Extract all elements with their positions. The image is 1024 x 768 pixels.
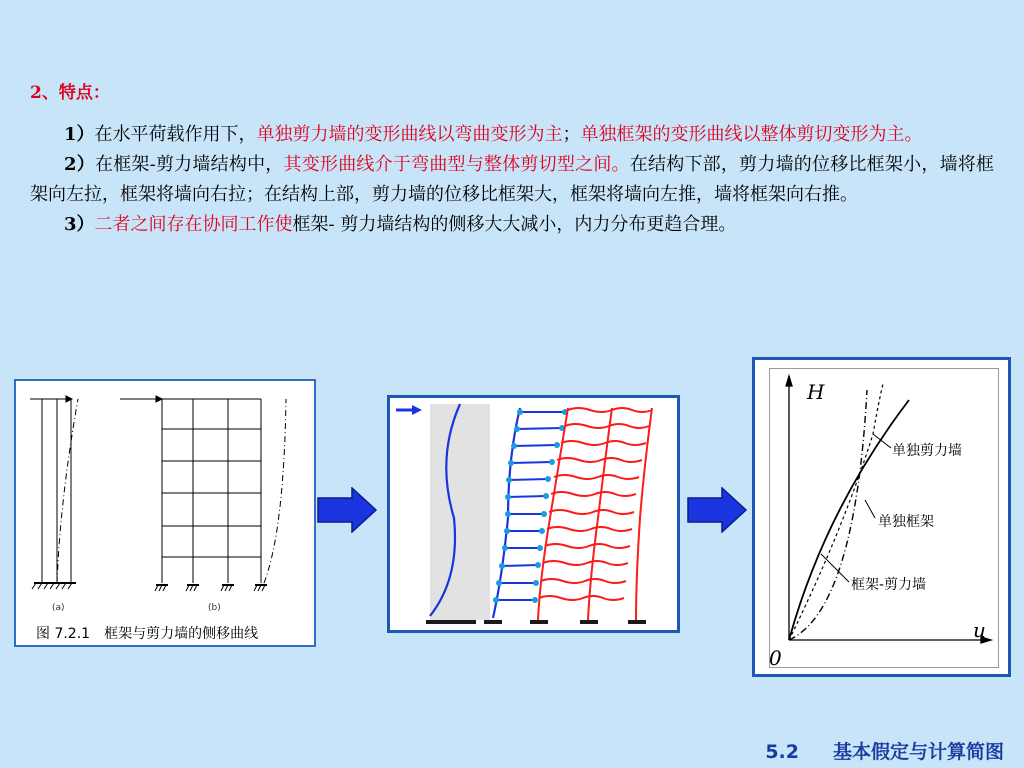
frame-diagram xyxy=(120,396,286,591)
figure-caption: 图 7.2.1 框架与剪力墙的侧移曲线 xyxy=(36,626,259,642)
paragraph-2 xyxy=(30,150,994,210)
paragraph-2-text-1: 在框架-剪力墙结构中， xyxy=(94,154,284,175)
curve-label-combined: 框架-剪力墙 xyxy=(851,574,926,594)
frame-deformed xyxy=(538,408,652,620)
text-content xyxy=(30,78,994,240)
link-beams xyxy=(496,412,565,600)
axes xyxy=(786,376,991,643)
axis-u-label: u xyxy=(973,618,986,642)
section-number: 5.2 xyxy=(765,741,799,763)
section-heading: 2、特点： xyxy=(30,83,110,103)
paragraph-1-highlight-2: 单独框架的变形曲线以整体剪切变形为主。 xyxy=(580,124,923,145)
paragraph-3 xyxy=(30,210,994,240)
paragraph-3-text-1: 框架- 剪力墙结构的侧移大大减小，内力分布更趋合理。 xyxy=(292,214,737,235)
label-a: (a) xyxy=(52,603,65,613)
figure-deflection-curves xyxy=(14,379,316,647)
figure-interaction xyxy=(387,395,680,633)
shear-wall-block xyxy=(430,404,490,620)
paragraph-2-text-2: 在结构下部，剪力墙的位移比框架小，墙将框架向左拉，框架将墙向右拉；在结构上部，剪力墙的位移比框架大，框架将墙向左推，墙将框架向右推。 xyxy=(30,154,995,205)
link-joints xyxy=(493,409,568,603)
paragraph-1-highlight-1: 单独剪力墙的变形曲线以弯曲变形为主 xyxy=(256,124,563,145)
curve-label-wall: 单独剪力墙 xyxy=(892,440,962,460)
slide-footer xyxy=(765,737,1004,764)
origin-label: 0 xyxy=(769,646,782,670)
shear-wall-diagram xyxy=(30,396,78,589)
paragraph-1-text-1: 在水平荷载作用下， xyxy=(94,124,257,145)
leader-lines xyxy=(821,434,891,582)
axis-h-label: H xyxy=(807,380,825,404)
label-b: (b) xyxy=(208,603,221,613)
section-title: 基本假定与计算简图 xyxy=(832,741,1004,763)
paragraph-2-highlight-1: 其变形曲线介于弯曲型与整体剪切型之间。 xyxy=(283,154,630,175)
right-arrow-icon xyxy=(316,487,378,533)
paragraph-1 xyxy=(30,120,994,150)
load-arrow-icon xyxy=(396,405,422,415)
interaction-drawing xyxy=(390,398,677,630)
paragraph-3-number: 3） xyxy=(64,214,95,235)
paragraph-2-number: 2） xyxy=(64,154,95,175)
paragraph-1-number: 1） xyxy=(64,124,95,145)
figure-height-drift xyxy=(752,357,1011,677)
paragraph-3-highlight-1: 二者之间存在协同工作使 xyxy=(94,214,293,235)
curve-label-frame: 单独框架 xyxy=(878,511,934,531)
paragraph-1-text-2: ； xyxy=(562,124,581,145)
right-arrow-icon xyxy=(686,487,748,533)
combined-curve xyxy=(789,384,883,640)
